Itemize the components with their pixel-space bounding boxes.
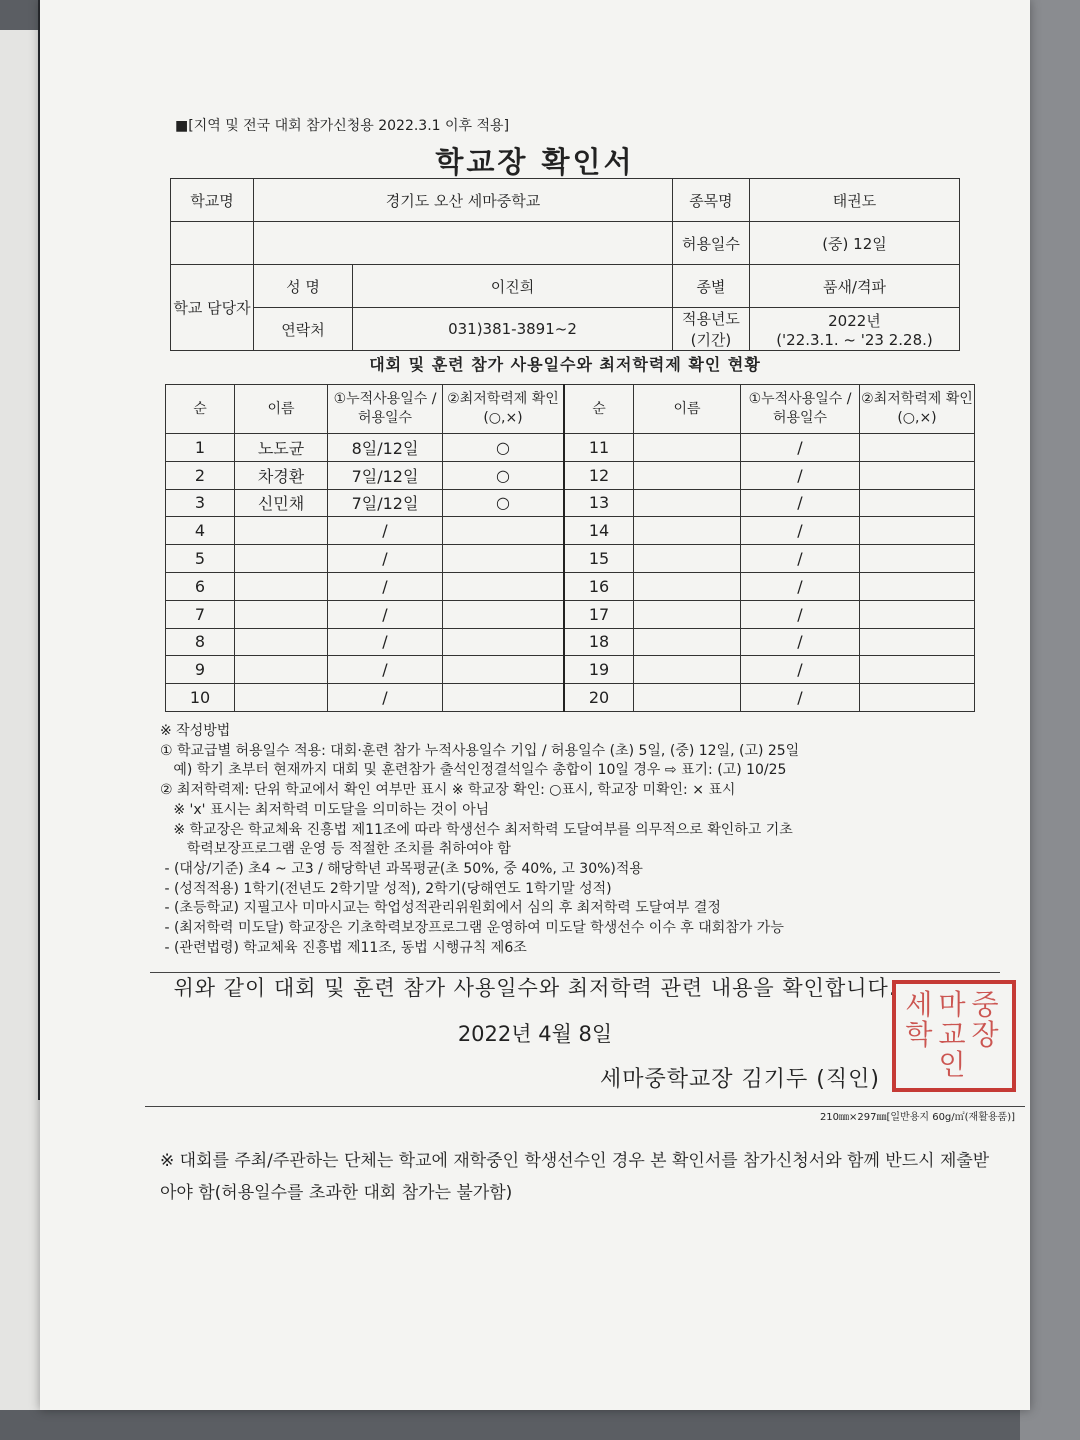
row-days: / [741, 572, 860, 600]
table-row [166, 572, 975, 600]
instruction-line: ※ 작성방법 [160, 723, 231, 739]
row-name [634, 517, 741, 545]
row-name [235, 517, 328, 545]
row-check [860, 461, 975, 489]
confirm-statement: 위와 같이 대회 및 훈련 참가 사용일수와 최저학력 관련 내용을 확인합니다. [173, 976, 897, 1000]
row-name [634, 489, 741, 517]
days-value: (중) 12일 [749, 222, 959, 265]
row-check [443, 628, 565, 656]
row-days: / [741, 628, 860, 656]
row-check [860, 656, 975, 684]
row-no: 11 [564, 434, 634, 462]
row-no: 4 [166, 517, 235, 545]
row-no: 5 [166, 545, 235, 573]
col-name-right: 이름 [634, 385, 741, 434]
row-name: 차경환 [235, 461, 328, 489]
name-value: 이진희 [353, 265, 673, 308]
seal-text: 세마중학교장인 [905, 988, 1005, 1081]
row-no: 15 [564, 545, 634, 573]
year-cell [749, 308, 959, 351]
row-check [443, 545, 565, 573]
row-name: 신민채 [235, 489, 328, 517]
row-days: 8일/12일 [328, 434, 443, 462]
row-check [860, 684, 975, 712]
document-title: 학교장 확인서 [435, 145, 635, 179]
instruction-line: - (초등학교) 지필고사 미마시교는 학업성적관리위원회에서 심의 후 최저학력 도달여부 결정 [160, 900, 721, 917]
row-no: 6 [166, 572, 235, 600]
school-label: 학교명 [171, 179, 254, 222]
row-no: 2 [166, 461, 235, 489]
row-days: / [741, 656, 860, 684]
row-no: 14 [564, 517, 634, 545]
row-no: 12 [564, 461, 634, 489]
category-value: 품새/격파 [749, 265, 959, 308]
footer-note: ※ 대회를 주최/주관하는 단체는 학교에 재학중인 학생선수인 경우 본 확인서를 참가신청서와 함께 반드시 제출받아야 함(허용일수를 초과한 대회 참가는 불가함) [160, 1151, 990, 1203]
row-name [235, 684, 328, 712]
row-days: / [741, 684, 860, 712]
background-paper-left [0, 30, 40, 1410]
row-no: 20 [564, 684, 634, 712]
row-days: 7일/12일 [328, 489, 443, 517]
row-check [443, 600, 565, 628]
row-days: / [741, 517, 860, 545]
row-name [634, 600, 741, 628]
year-value: 2022년 [828, 311, 881, 330]
row-days: / [328, 572, 443, 600]
row-name [634, 434, 741, 462]
table-row [166, 517, 975, 545]
row-days: / [328, 628, 443, 656]
days-label: 허용일수 [672, 222, 749, 265]
row-check [443, 572, 565, 600]
paper-spec: 210㎜×297㎜[일반용지 60g/㎡(재활용품)] [819, 1112, 1015, 1123]
row-days: / [328, 600, 443, 628]
row-check [860, 545, 975, 573]
instruction-line: ※ 'x' 표시는 최저학력 미도달을 의미하는 것이 아님 [160, 801, 490, 818]
row-name [634, 461, 741, 489]
col-check-right: ②최저학력제 확인(○,×) [860, 385, 975, 434]
instruction-line: ② 최저학력제: 단위 학교에서 확인 여부만 표시 ※ 학교장 확인: ○표시, 학교장 미확인: × 표시 [160, 782, 736, 799]
row-days: / [741, 461, 860, 489]
row-days: / [328, 656, 443, 684]
row-check [860, 572, 975, 600]
table-row [166, 656, 975, 684]
table-row [166, 628, 975, 656]
row-check [860, 628, 975, 656]
col-no-right: 순 [564, 385, 634, 434]
instruction-line: 학력보장프로그램 운영 등 적절한 조치를 취하여야 함 [160, 841, 511, 858]
table-row [166, 545, 975, 573]
event-label: 종목명 [672, 179, 749, 222]
divider-bottom [145, 1106, 1025, 1107]
table-row [166, 434, 975, 462]
manager-label: 학교 담당자 [171, 265, 254, 351]
instruction-line: - (관련법령) 학교체육 진흥법 제11조, 동법 시행규칙 제6조 [160, 939, 527, 956]
table-body [166, 434, 975, 712]
row-no: 9 [166, 656, 235, 684]
row-check [443, 684, 565, 712]
table-row [166, 489, 975, 517]
row-check [443, 517, 565, 545]
row-days: / [741, 489, 860, 517]
row-no: 8 [166, 628, 235, 656]
instruction-line: - (최저학력 미도달) 학교장은 기초학력보장프로그램 운영하여 미도달 학생선수 이수 후 대회참가 가능 [160, 920, 784, 937]
school-value: 경기도 오산 세마중학교 [254, 179, 673, 222]
principal-signature: 세마중학교장 김기두 (직인) [600, 1067, 880, 1092]
header-note: ■[지역 및 전국 대회 참가신청용 2022.3.1 이후 적용] [175, 118, 510, 134]
row-days: 7일/12일 [328, 461, 443, 489]
row-no: 18 [564, 628, 634, 656]
row-name [634, 545, 741, 573]
row-name [634, 656, 741, 684]
year-period: ('22.3.1. ~ '23 2.28.) [776, 330, 933, 349]
row-name [235, 628, 328, 656]
row-name [235, 600, 328, 628]
instruction-line: - (성적적용) 1학기(전년도 2학기말 성적), 2학기(당해연도 1학기말 성적) [160, 880, 612, 897]
row-name [634, 572, 741, 600]
instruction-line: ① 학교급별 허용일수 적용: 대회·훈련 참가 누적사용일수 기입 / 허용일수 (초) 5일, (중) 12일, (고) 25일 [160, 742, 800, 759]
event-value: 태권도 [749, 179, 959, 222]
year-label: 적용년도 (기간) [672, 308, 749, 351]
row-check [860, 517, 975, 545]
col-name: 이름 [235, 385, 328, 434]
contact-value: 031)381-3891~2 [353, 308, 673, 351]
row-days: / [741, 545, 860, 573]
table-row [166, 600, 975, 628]
col-days: ①누적사용일수 /허용일수 [328, 385, 443, 434]
row-no: 19 [564, 656, 634, 684]
document-date: 2022년 4월 8일 [457, 1022, 613, 1046]
category-label: 종별 [672, 265, 749, 308]
instruction-line: - (대상/기준) 초4 ~ 고3 / 해당학년 과목평균(초 50%, 중 40%, 고 30%)적용 [160, 860, 643, 877]
contact-label: 연락처 [254, 308, 353, 351]
instruction-line: ※ 학교장은 학교체육 진흥법 제11조에 따라 학생선수 최저학력 도달여부를 의무적으로 확인하고 기초 [160, 821, 793, 838]
row-days: / [328, 517, 443, 545]
row-days: / [328, 684, 443, 712]
instruction-line: 예) 학기 초부터 현재까지 대회 및 훈련참가 출석인정결석일수 총합이 10일 경우 ⇨ 표기: (고) 10/25 [160, 762, 787, 779]
instructions [160, 722, 1020, 958]
table-row [166, 461, 975, 489]
row-check [860, 600, 975, 628]
col-days-right: ①누적사용일수 /허용일수 [741, 385, 860, 434]
section-title: 대회 및 훈련 참가 사용일수와 최저학력제 확인 현황 [369, 355, 761, 374]
info-table [170, 178, 960, 351]
row-name [235, 545, 328, 573]
row-no: 13 [564, 489, 634, 517]
row-no: 17 [564, 600, 634, 628]
row-no: 1 [166, 434, 235, 462]
row-check: ○ [443, 434, 565, 462]
row-name [235, 656, 328, 684]
row-no: 3 [166, 489, 235, 517]
row-no: 16 [564, 572, 634, 600]
col-no: 순 [166, 385, 235, 434]
name-label: 성 명 [254, 265, 353, 308]
row-check [443, 656, 565, 684]
row-check: ○ [443, 461, 565, 489]
row-name: 노도균 [235, 434, 328, 462]
row-no: 7 [166, 600, 235, 628]
row-days: / [328, 545, 443, 573]
row-name [634, 684, 741, 712]
col-check: ②최저학력제 확인(○,×) [443, 385, 565, 434]
row-days: / [741, 434, 860, 462]
participation-table [165, 384, 975, 712]
row-no: 10 [166, 684, 235, 712]
row-check [860, 489, 975, 517]
row-name [235, 572, 328, 600]
row-check [860, 434, 975, 462]
row-check: ○ [443, 489, 565, 517]
table-row [166, 684, 975, 712]
row-days: / [741, 600, 860, 628]
row-name [634, 628, 741, 656]
document-page [40, 0, 1030, 1410]
